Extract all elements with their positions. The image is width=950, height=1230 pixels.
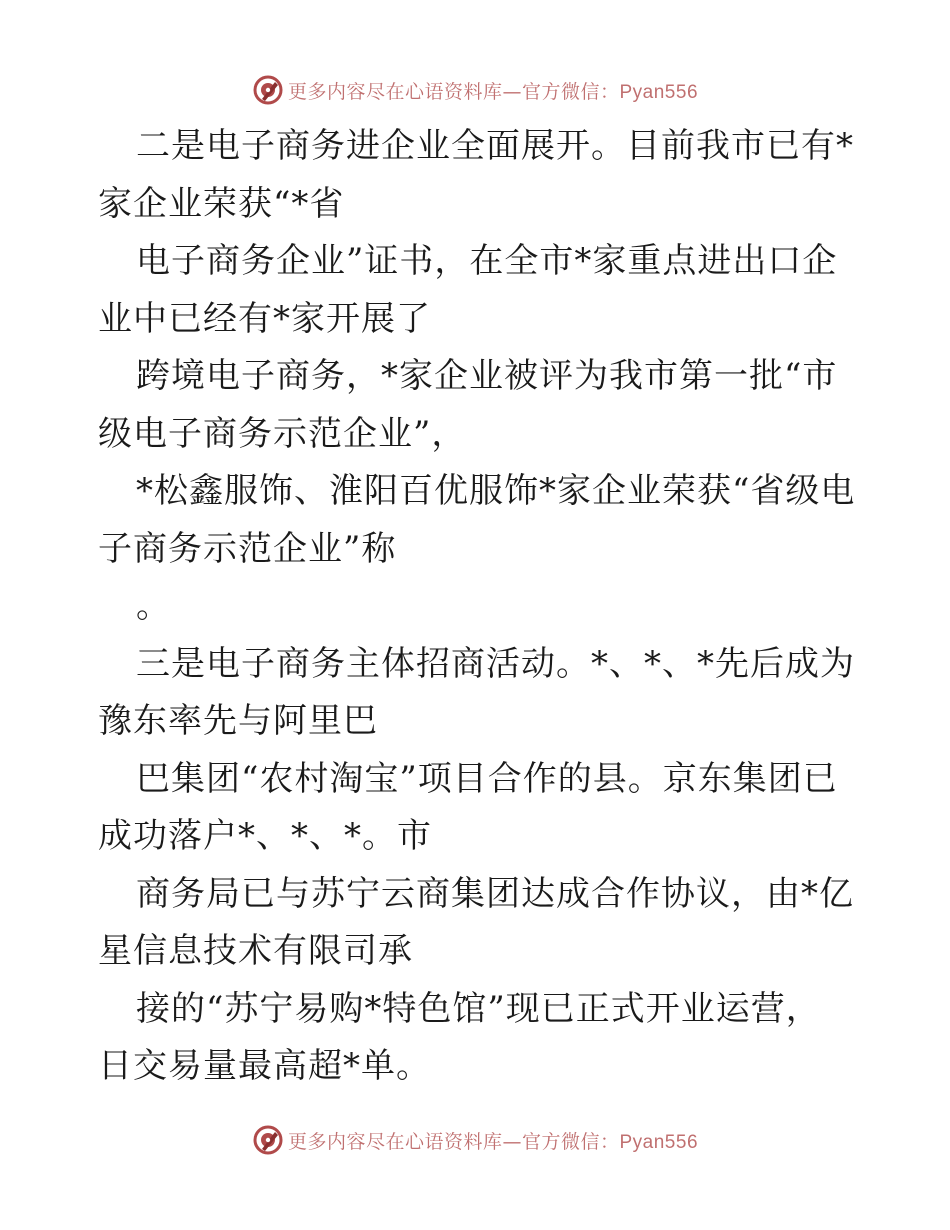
- wechat-handle: Pyan556: [619, 81, 699, 103]
- text-line: 级电子商务示范企业”，: [98, 413, 467, 454]
- text-line: 。: [136, 586, 171, 626]
- text-line: 接的“苏宁易购*特色馆”现已正式开业运营，: [136, 988, 821, 1029]
- pen-logo-icon: [252, 1124, 284, 1156]
- footer-banner: [0, 1120, 950, 1160]
- text-line: 业中已经有*家开展了: [98, 298, 431, 339]
- document-body: [98, 118, 858, 1096]
- pen-logo-icon: [252, 74, 284, 106]
- text-line: 家企业荣获“*省: [98, 183, 345, 224]
- wechat-handle: Pyan556: [619, 1131, 699, 1153]
- text-line: 二是电子商务进企业全面展开。目前我市已有*: [136, 126, 854, 166]
- text-line: 成功落户*、*、*。市: [98, 816, 432, 856]
- banner-label: 更多内容尽在心语资料库—官方微信：Pyan556: [287, 80, 699, 103]
- text-line: *松鑫服饰、淮阳百优服饰*家企业荣获“省级电: [136, 471, 856, 511]
- text-line: 电子商务企业”证书，在全市*家重点进出口企: [136, 241, 838, 281]
- text-line: 星信息技术有限司承: [98, 931, 413, 971]
- banner-label: 更多内容尽在心语资料库—官方微信：Pyan556: [287, 1130, 699, 1153]
- text-line: 跨境电子商务，*家企业被评为我市第一批“市: [136, 356, 838, 396]
- text-line: 商务局已与苏宁云商集团达成合作协议，由*亿: [136, 873, 854, 914]
- text-line: 巴集团“农村淘宝”项目合作的县。京东集团已: [136, 758, 838, 799]
- text-line: 子商务示范企业”称: [98, 528, 397, 569]
- text-line: 豫东率先与阿里巴: [98, 701, 378, 741]
- header-banner: [0, 70, 950, 110]
- text-line: 日交易量最高超*单。: [98, 1046, 431, 1086]
- text-line: 三是电子商务主体招商活动。*、*、*先后成为: [136, 643, 855, 684]
